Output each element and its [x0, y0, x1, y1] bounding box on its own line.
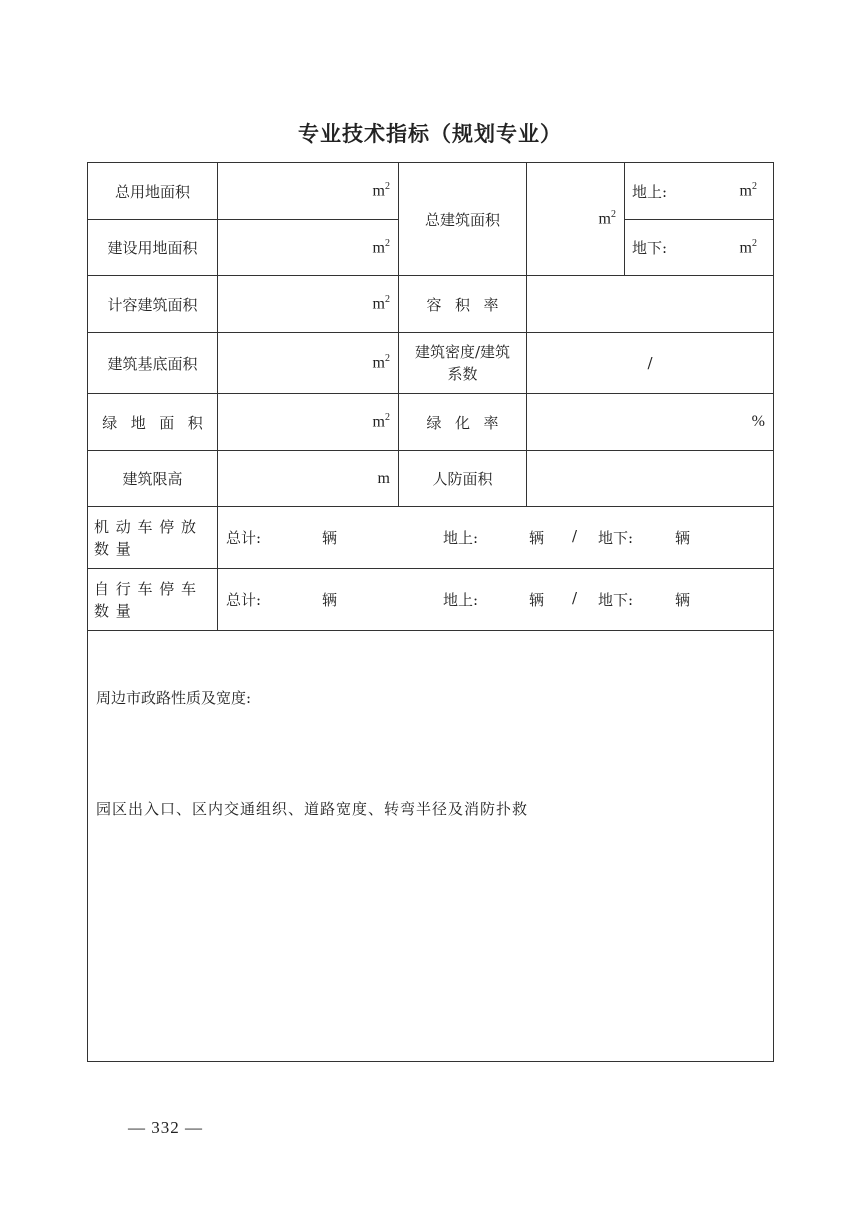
table-row: [88, 507, 774, 569]
green-rate-label: 绿化率: [399, 394, 527, 451]
unit-label: m: [598, 210, 611, 228]
unit-label: m: [372, 413, 385, 431]
traffic-info-text: 园区出入口、区内交通组织、道路宽度、转弯半径及消防扑救: [96, 800, 529, 818]
green-rate-value-cell[interactable]: %: [527, 394, 774, 451]
road-info-text: 周边市政路性质及宽度:: [96, 689, 252, 707]
total-floor-value-cell[interactable]: [527, 163, 625, 276]
unit-exponent: 2: [385, 181, 390, 193]
civil-defense-label: 人防面积: [399, 451, 527, 507]
total-land-label: 总用地面积: [88, 163, 218, 220]
build-land-label: 建设用地面积: [88, 220, 218, 276]
table-row: [88, 631, 774, 1062]
unit-exponent: 2: [611, 209, 616, 221]
motor-parking-value-cell[interactable]: [218, 507, 774, 569]
density-value-cell[interactable]: /: [527, 333, 774, 394]
parking-unit: 辆: [322, 591, 338, 609]
far-area-label: 计容建筑面积: [88, 276, 218, 333]
far-value-cell[interactable]: [527, 276, 774, 333]
parking-total-label: 总计:: [226, 529, 262, 547]
density-label: 建筑密度/建筑系数: [399, 333, 527, 394]
above-ground-area-cell[interactable]: [625, 163, 774, 220]
parking-unit: 辆: [529, 591, 545, 609]
unit-exponent: 2: [385, 353, 390, 365]
bike-parking-value-cell[interactable]: [218, 569, 774, 631]
build-land-value-cell[interactable]: [218, 220, 399, 276]
unit-label: m: [372, 354, 385, 372]
total-land-value-cell[interactable]: [218, 163, 399, 220]
unit-exponent: 2: [385, 294, 390, 306]
parking-unit: 辆: [322, 529, 338, 547]
unit-exponent: 2: [385, 237, 390, 249]
unit-label: m: [372, 239, 385, 257]
page-number: — 332 —: [128, 1118, 203, 1137]
above-ground-unit: $m^2$: [739, 181, 757, 200]
motor-parking-label: 机动车停放数量: [88, 507, 218, 569]
parking-above-label: 地上:: [443, 529, 479, 547]
unit-exponent: 2: [385, 412, 390, 424]
parking-unit: 辆: [675, 591, 691, 609]
notes-cell[interactable]: [88, 631, 774, 1062]
table-row: [88, 394, 774, 451]
green-area-value-cell[interactable]: [218, 394, 399, 451]
below-ground-area-cell[interactable]: [625, 220, 774, 276]
civil-defense-value-cell[interactable]: [527, 451, 774, 507]
green-area-label: 绿地面积: [88, 394, 218, 451]
above-ground-label: 地上:: [632, 182, 668, 201]
parking-unit: 辆: [675, 529, 691, 547]
below-ground-label: 地下:: [632, 239, 668, 257]
far-label: 容积率: [399, 276, 527, 333]
total-floor-label: 总建筑面积: [399, 163, 527, 276]
parking-below-label: 地下:: [598, 591, 634, 609]
below-ground-unit: $m^2$: [739, 237, 757, 257]
height-limit-value-cell[interactable]: m: [218, 451, 399, 507]
unit-label: m: [372, 182, 385, 200]
parking-above-label: 地上:: [443, 591, 479, 609]
parking-below-label: 地下:: [598, 529, 634, 547]
page-title: 专业技术指标（规划专业）: [298, 122, 562, 146]
bike-parking-label: 自行车停车数量: [88, 569, 218, 631]
table-row: [88, 569, 774, 631]
parking-separator: /: [572, 527, 578, 545]
table-row: [88, 333, 774, 394]
table-row: [88, 451, 774, 507]
footprint-label: 建筑基底面积: [88, 333, 218, 394]
table-row: [88, 163, 774, 220]
parking-separator: /: [572, 589, 578, 607]
indicator-table: [87, 162, 774, 1062]
parking-total-label: 总计:: [226, 591, 262, 609]
unit-label: m: [372, 295, 385, 313]
parking-unit: 辆: [529, 529, 545, 547]
height-limit-label: 建筑限高: [88, 451, 218, 507]
footprint-value-cell[interactable]: [218, 333, 399, 394]
table-row: [88, 276, 774, 333]
far-area-value-cell[interactable]: [218, 276, 399, 333]
